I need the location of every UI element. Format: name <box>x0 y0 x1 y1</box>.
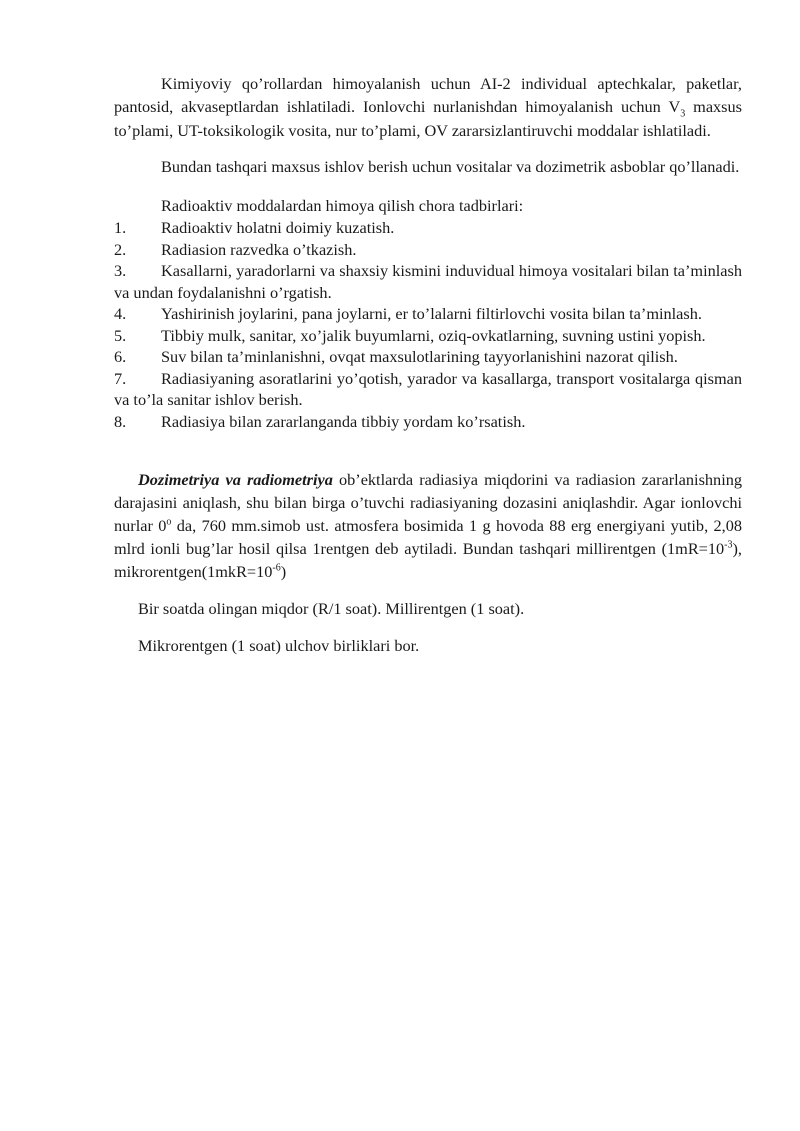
exponent-superscript: -6 <box>272 563 281 575</box>
list-item <box>114 325 742 347</box>
list-item-number: 1. <box>114 218 127 238</box>
list-item-text: Radiasion razvedka o’tkazish. <box>161 239 357 259</box>
exponent-superscript: -3 <box>724 540 733 552</box>
list-item-text: Kasallarni, yaradorlarni va shaxsiy kismini induvidual himoya vositalari bilan ta’minlash va undan foydalanishni o’rgatish. <box>114 261 742 302</box>
list-item <box>114 411 742 433</box>
list-item-number: 5. <box>114 325 127 345</box>
dosimetry-term: Dozimetriya va radiometriya <box>138 470 333 490</box>
list-item <box>114 260 742 303</box>
paragraph-text: da, 760 mm.simob ust. atmosfera bosimida 1 g hovoda 88 erg energiyani yutib, 2,08 mlrd ionli bug’lar hosil qilsa 1rentgen deb aytiladi. Bundan tashqari millirentgen (1mR=10 <box>114 516 742 559</box>
list-item-text: Tibbiy mulk, sanitar, xo’jalik buyumlarni, oziq-ovkatlarning, suvning ustini yopish. <box>161 325 706 345</box>
measures-list <box>114 217 742 432</box>
list-item-text: Yashirinish joylarini, pana joylarni, er to’lalarni filtirlovchi vosita bilan ta’minlash. <box>161 304 702 324</box>
list-item-number: 7. <box>114 368 127 388</box>
subscript-3: 3 <box>680 108 686 120</box>
paragraph-text: ) <box>280 562 287 582</box>
list-item <box>114 239 742 261</box>
list-item <box>114 368 742 411</box>
paragraph-text: ob’ektlarda radiasiya miqdorini va radiasion zararlanishning darajasini aniqlash, shu bilan birga o’tuvchi radiasiyaning dozasini aniqlashdir. Agar ionlovchi nurlar 0 <box>114 470 742 536</box>
list-item-number: 4. <box>114 304 127 324</box>
list-item-number: 2. <box>114 239 127 259</box>
paragraph-measures-heading: Radioaktiv moddalardan himoya qilish chora tadbirlari: <box>161 196 524 216</box>
document-page <box>114 72 742 657</box>
paragraph-units-hourly: Bir soatda olingan miqdor (R/1 soat). Millirentgen (1 soat). <box>138 599 525 619</box>
list-item-number: 3. <box>114 261 127 281</box>
list-item <box>114 217 742 239</box>
degree-superscript: o <box>166 517 172 529</box>
paragraph-text: ), mikrorentgen(1mkR=10 <box>114 539 742 582</box>
paragraph-special-treatment: Bundan tashqari maxsus ishlov berish uchun vositalar va dozimetrik asboblar qo’llanadi. <box>161 156 740 176</box>
list-item-text: Radioaktiv holatni doimiy kuzatish. <box>161 218 395 238</box>
paragraph-text: maxsus to’plami, UT-toksikologik vosita, nur to’plami, OV zararsizlantiruvchi moddalar ishlatiladi. <box>114 97 742 140</box>
list-item-number: 6. <box>114 347 127 367</box>
list-item <box>114 346 742 368</box>
paragraph-units-micro: Mikrorentgen (1 soat) ulchov birliklari bor. <box>138 636 420 656</box>
list-item-text: Radiasiyaning asoratlarini yo’qotish, yarador va kasallarga, transport vositalarga qisman va to’la sanitar ishlov berish. <box>114 368 742 410</box>
paragraph-text: Kimiyoviy qo’rollardan himoyalanish uchun AI-2 individual aptechkalar, paketlar, pantosid, akvaseptlardan ishlatiladi. Ionlovchi nurlanishdan himoyalanish uchun V <box>114 74 742 117</box>
list-item-text: Radiasiya bilan zararlanganda tibbiy yordam ko’rsatish. <box>161 411 526 431</box>
list-item-number: 8. <box>114 411 127 431</box>
paragraph-dosimetry <box>114 468 742 583</box>
paragraph-chemical-protection <box>114 72 742 142</box>
list-item-text: Suv bilan ta’minlanishni, ovqat maxsulotlarining tayyorlanishini nazorat qilish. <box>161 347 678 367</box>
list-item <box>114 303 742 325</box>
